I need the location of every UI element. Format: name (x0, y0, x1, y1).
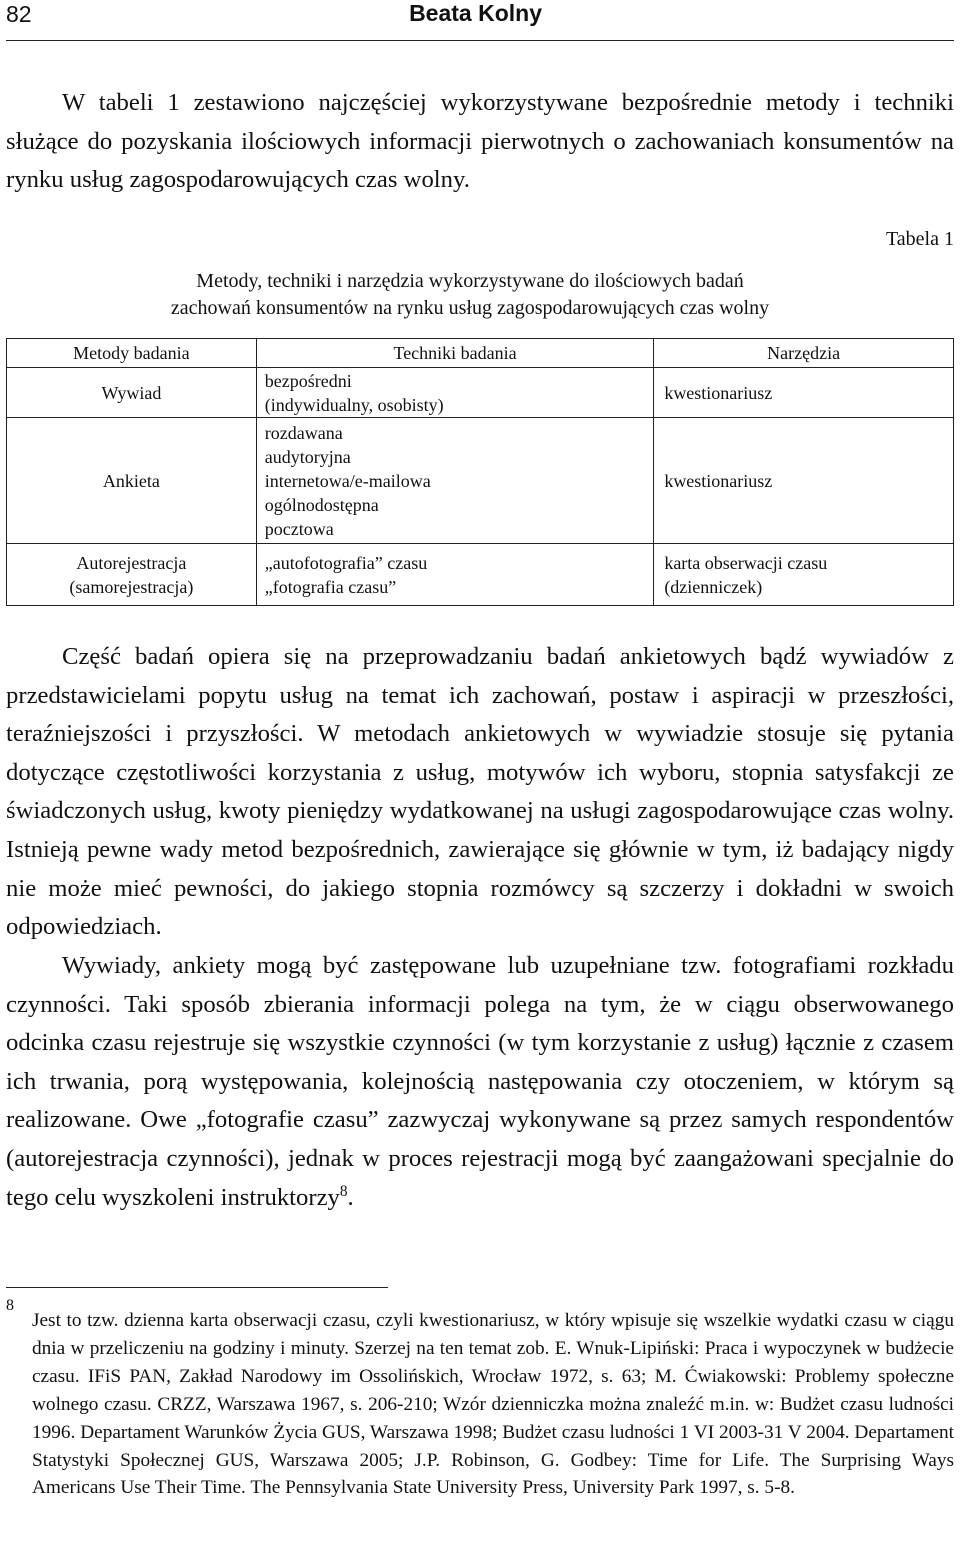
technique-line: „fotografia czasu” (264, 576, 397, 597)
tool-line: kwestionariusz (664, 382, 773, 403)
technique-line: bezpośredni (264, 370, 352, 391)
method-line: Wywiad (101, 382, 162, 403)
table-row (7, 418, 954, 544)
table-header-row (7, 339, 954, 368)
table-row (7, 544, 954, 606)
footnote-reference[interactable]: 8 (339, 1182, 348, 1200)
technique-cell (256, 368, 654, 418)
table-title-line-1: Metody, techniki i narzędzia wykorzystywane do ilościowych badań (196, 270, 744, 292)
table-row (7, 368, 954, 418)
footnote-number: 8 (6, 1297, 14, 1314)
technique-line: audytoryjna (264, 446, 351, 467)
technique-cell (256, 544, 654, 606)
header-methods: Metody badania (7, 339, 257, 368)
tool-cell (654, 368, 954, 418)
running-head-author: Beata Kolny (409, 0, 542, 26)
table-title (60, 268, 880, 322)
footnote-text: Jest to tzw. dzienna karta obserwacji czasu, czyli kwestionariusz, w który wpisuje się wszelkie wydatki czasu w ciągu dnia w przeliczeniu na godziny i minuty. Szerzej na ten temat zob. E. Wnuk-Lipiński: Praca i wypoczynek w budżecie czasu. IFiS PAN, Zakład Narodowy im Ossolińskich, Wrocław 1972, s. 63; M. Ćwiakowski: Problemy społeczne wolnego czasu. CRZZ, Warszawa 1967, s. 206-210; Wzór dzienniczka można znaleźć m.in. w: Budżet czasu ludności 1996. Departament Warunków Życia GUS, Warszawa 1998; Budżet czasu ludności 1 VI 2003-31 V 2004. Departament Statystyki Społecznej GUS, Warszawa 2005; J.P. Robinson, G. Godbey: Time for Life. The Surprising Ways Americans Use Their Time. The Pennsylvania State University Press, University Park 1997, s. 5-8. (32, 1310, 954, 1499)
technique-line: rozdawana (264, 422, 343, 443)
method-cell (7, 544, 257, 606)
technique-line: (indywidualny, osobisty) (264, 394, 444, 415)
body-paragraph-2: Wywiady, ankiety mogą być zastępowane lub uzupełniane tzw. fotografiami rozkładu czynności. Taki sposób zbierania informacji polega na tym, że w ciągu obserwowanego odcinka czasu rejestruje się wszystkie czynności (w tym korzystanie z usług) łącznie z czasem ich trwania, porą występowania, kolejnością następowania czy otoczeniem, w którym są realizowane. Owe „fotografie czasu” zazwyczaj wykonywane są przez samych respondentów (autorejestracja czynności), jednak w proces rejestracji mogą być zaangażowani specjalnie do tego celu wyszkoleni instruktorzy$^8$. (6, 952, 954, 1211)
technique-cell (256, 418, 654, 544)
method-cell (7, 368, 257, 418)
technique-line: „autofotografia” czasu (264, 552, 428, 573)
method-line: Ankieta (102, 470, 160, 491)
method-cell (7, 418, 257, 544)
footnote-separator (6, 1287, 388, 1288)
method-line: (samorejestracja) (69, 576, 194, 597)
table-title-line-2: zachowań konsumentów na rynku usług zagospodarowujących czas wolny (170, 297, 770, 319)
technique-line: ogólnodostępna (264, 494, 379, 515)
tool-line: karta obserwacji czasu (664, 552, 828, 573)
body-paragraph-1: Część badań opiera się na przeprowadzaniu badań ankietowych bądź wywiadów z przedstawicielami popytu usług na temat ich zachowań, postaw i aspiracji w przeszłości, teraźniejszości i przyszłości. W metodach ankietowych w wywiadzie stosuje się pytania dotyczące częstotliwości korzystania z usług, motywów ich wyboru, stopnia satysfakcji ze świadczonych usług, kwoty pieniędzy wydatkowanej na usługi zagospodarowujące czas wolny. Istnieją pewne wady metod bezpośrednich, zawierające się głównie w tym, iż badający nigdy nie może mieć pewności, do jakiego stopnia rozmówcy są szczerzy i dokładni w swoich odpowiedziach. (6, 643, 954, 941)
technique-line: internetowa/e-mailowa (264, 470, 431, 491)
tool-cell (654, 418, 954, 544)
method-line: Autorejestracja (76, 552, 187, 573)
body-paragraph-2-text: Wywiady, ankiety mogą być zastępowane lub uzupełniane tzw. fotografiami rozkładu czynności. Taki sposób zbierania informacji polega na tym, że w ciągu obserwowanego odcinka czasu rejestruje się wszystkie czynności (w tym korzystanie z usług) łącznie z czasem ich trwania, porą występowania, kolejnością następowania czy otoczeniem, w którym są realizowane. Owe „fotografie czasu” zazwyczaj wykonywane są przez samych respondentów (autorejestracja czynności), jednak w proces rejestracji mogą być zaangażowani specjalnie do tego celu wyszkoleni instruktorzy (6, 952, 954, 1211)
header-techniques: Techniki badania (256, 339, 654, 368)
table-label: Tabela 1 (885, 228, 954, 250)
tool-cell (654, 544, 954, 606)
intro-paragraph: W tabeli 1 zestawiono najczęściej wykorzystywane bezpośrednie metody i techniki służące do pozyskania ilościowych informacji pierwotnych o zachowaniach konsumentów na rynku usług zagospodarowujących czas wolny. (6, 89, 954, 194)
page-number: 82 (6, 1, 32, 27)
page-header (6, 0, 954, 41)
technique-line: pocztowa (264, 518, 334, 539)
tool-line: kwestionariusz (664, 470, 773, 491)
methods-table (6, 338, 954, 606)
header-tools: Narzędzia (654, 339, 954, 368)
tool-line: (dzienniczek) (664, 576, 763, 597)
